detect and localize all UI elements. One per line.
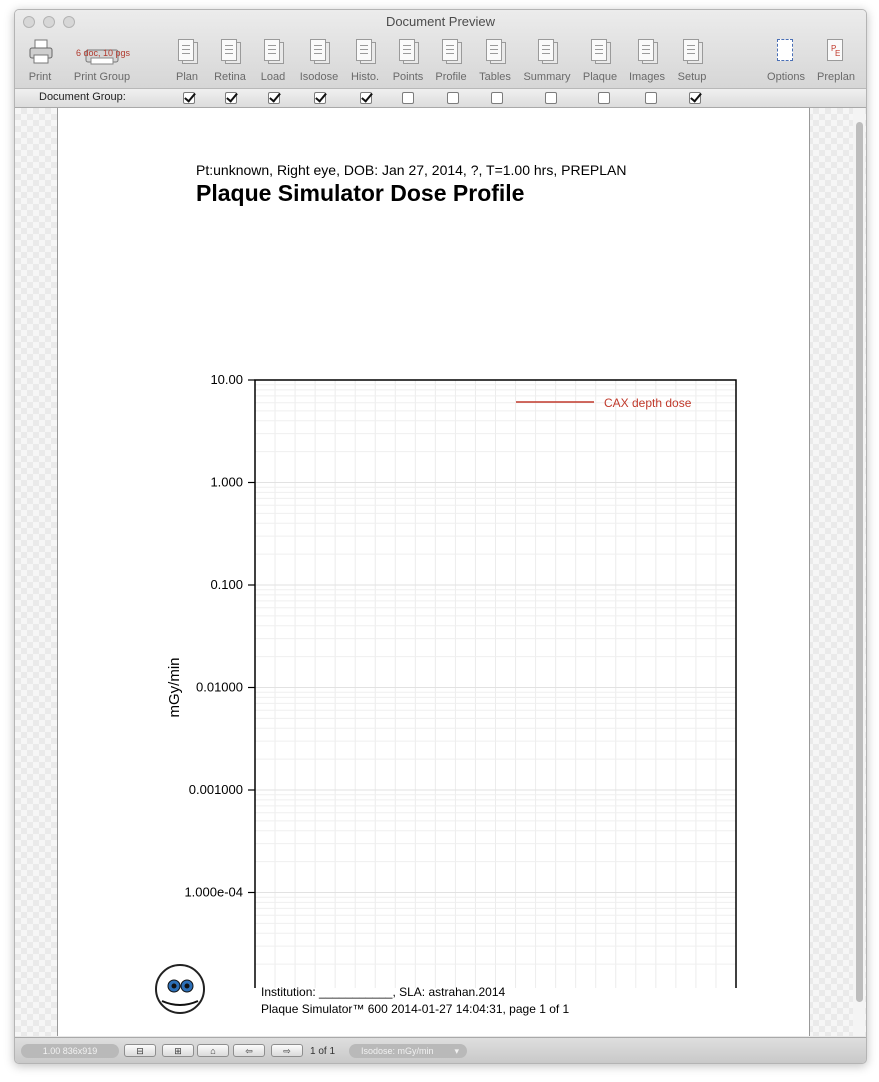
preplan-button[interactable] <box>804 38 867 83</box>
footer-institution: Institution: ___________, SLA: astrahan.2014 <box>261 985 506 999</box>
group-checkbox-profile[interactable] <box>447 92 459 104</box>
document-icon <box>261 38 285 66</box>
zoom-out-button[interactable] <box>124 1044 156 1057</box>
printer-group-icon <box>76 38 131 66</box>
eye-physics-logo <box>154 963 206 1015</box>
document-icon <box>353 38 377 66</box>
title-bar <box>15 10 866 89</box>
document-group-bar <box>15 89 866 108</box>
footer-version: Plaque Simulator™ 600 2014-01-27 14:04:31, page 1 of 1 <box>261 1002 570 1016</box>
y-tick-label: 10.00 <box>210 372 243 387</box>
document-icon <box>535 38 559 66</box>
zoom-display[interactable]: 1.00 836x919 <box>21 1044 119 1058</box>
toolbar-label: Load <box>260 71 286 83</box>
document-group-label: Document Group: <box>39 91 126 103</box>
toolbar-label: Plan <box>175 71 199 83</box>
toolbar-label: Setup <box>677 71 707 83</box>
zoom-in-button[interactable] <box>162 1044 194 1057</box>
group-checkbox-plaque[interactable] <box>598 92 610 104</box>
display-units-value: Isodose: mGy/min <box>361 1046 434 1056</box>
dose-profile-chart <box>156 268 796 988</box>
report-header: Pt:unknown, Right eye, DOB: Jan 27, 2014, ?, T=1.00 hrs, PREPLAN <box>196 162 627 178</box>
previous-page-button[interactable] <box>233 1044 265 1057</box>
toolbar-setup[interactable] <box>660 38 724 83</box>
toolbar-label: Tables <box>479 71 511 83</box>
group-checkbox-plan[interactable] <box>183 92 195 104</box>
toolbar-label: Plaque <box>582 71 618 83</box>
preplan-icon: P E <box>824 38 848 66</box>
next-page-button[interactable] <box>271 1044 303 1057</box>
home-icon: ⌂ <box>210 1046 216 1056</box>
y-tick-label: 1.000 <box>210 474 243 490</box>
status-bar <box>15 1037 866 1064</box>
group-checkbox-images[interactable] <box>645 92 657 104</box>
document-icon <box>307 38 331 66</box>
document-icon <box>396 38 420 66</box>
group-checkbox-histo[interactable] <box>360 92 372 104</box>
report-title: Plaque Simulator Dose Profile <box>196 180 525 206</box>
group-checkbox-tables[interactable] <box>491 92 503 104</box>
chevron-down-icon: ▾ <box>454 1046 459 1056</box>
toolbar-label: Summary <box>523 71 571 83</box>
document-icon <box>483 38 507 66</box>
previous-arrow-icon: ⇦ <box>245 1046 253 1056</box>
toolbar-label: Profile <box>435 71 467 83</box>
group-checkbox-summary[interactable] <box>545 92 557 104</box>
group-checkbox-setup[interactable] <box>689 92 701 104</box>
home-button[interactable] <box>197 1044 229 1057</box>
y-tick-label: 0.01000 <box>196 679 243 695</box>
zoom-out-icon: ⊟ <box>136 1046 144 1056</box>
preplan-label: Preplan <box>817 71 855 83</box>
document-page <box>57 108 810 1036</box>
y-tick-label: 0.001000 <box>188 782 243 797</box>
print-label: Print <box>28 71 52 83</box>
document-icon <box>439 38 463 66</box>
toolbar-label: Retina <box>214 71 246 83</box>
y-axis-label: mGy/min <box>166 657 183 718</box>
document-icon <box>680 38 704 66</box>
group-checkbox-retina[interactable] <box>225 92 237 104</box>
zoom-in-icon: ⊞ <box>174 1046 182 1056</box>
document-icon <box>218 38 242 66</box>
toolbar-label: Images <box>628 71 666 83</box>
legend-label: CAX depth dose <box>604 396 692 410</box>
printer-icon <box>28 38 52 66</box>
toolbar-label: Histo. <box>350 71 380 83</box>
group-checkbox-points[interactable] <box>402 92 414 104</box>
print-group-badge: 6 doc, 10 pgs <box>76 48 131 58</box>
window-title: Document Preview <box>385 14 496 29</box>
scrollbar-thumb[interactable] <box>856 122 863 1002</box>
document-icon <box>588 38 612 66</box>
group-checkbox-isodose[interactable] <box>314 92 326 104</box>
document-preview-window <box>14 9 867 1064</box>
preview-viewport[interactable] <box>15 108 866 1036</box>
document-icon <box>175 38 199 66</box>
display-units-dropdown[interactable] <box>349 1044 467 1058</box>
document-icon <box>635 38 659 66</box>
next-arrow-icon: ⇨ <box>283 1046 291 1056</box>
y-tick-label: 1.000e-04 <box>184 884 243 900</box>
group-checkbox-load[interactable] <box>268 92 280 104</box>
options-label: Options <box>767 71 805 83</box>
y-tick-label: 0.100 <box>210 577 243 592</box>
print-button[interactable] <box>14 38 72 83</box>
toolbar-label: Isodose <box>299 71 339 83</box>
toolbar-label: Points <box>392 71 424 83</box>
print-group-label: Print Group <box>73 71 131 83</box>
options-icon <box>774 38 798 66</box>
print-group-button[interactable] <box>67 38 137 83</box>
page-indicator: 1 of 1 <box>310 1046 336 1057</box>
